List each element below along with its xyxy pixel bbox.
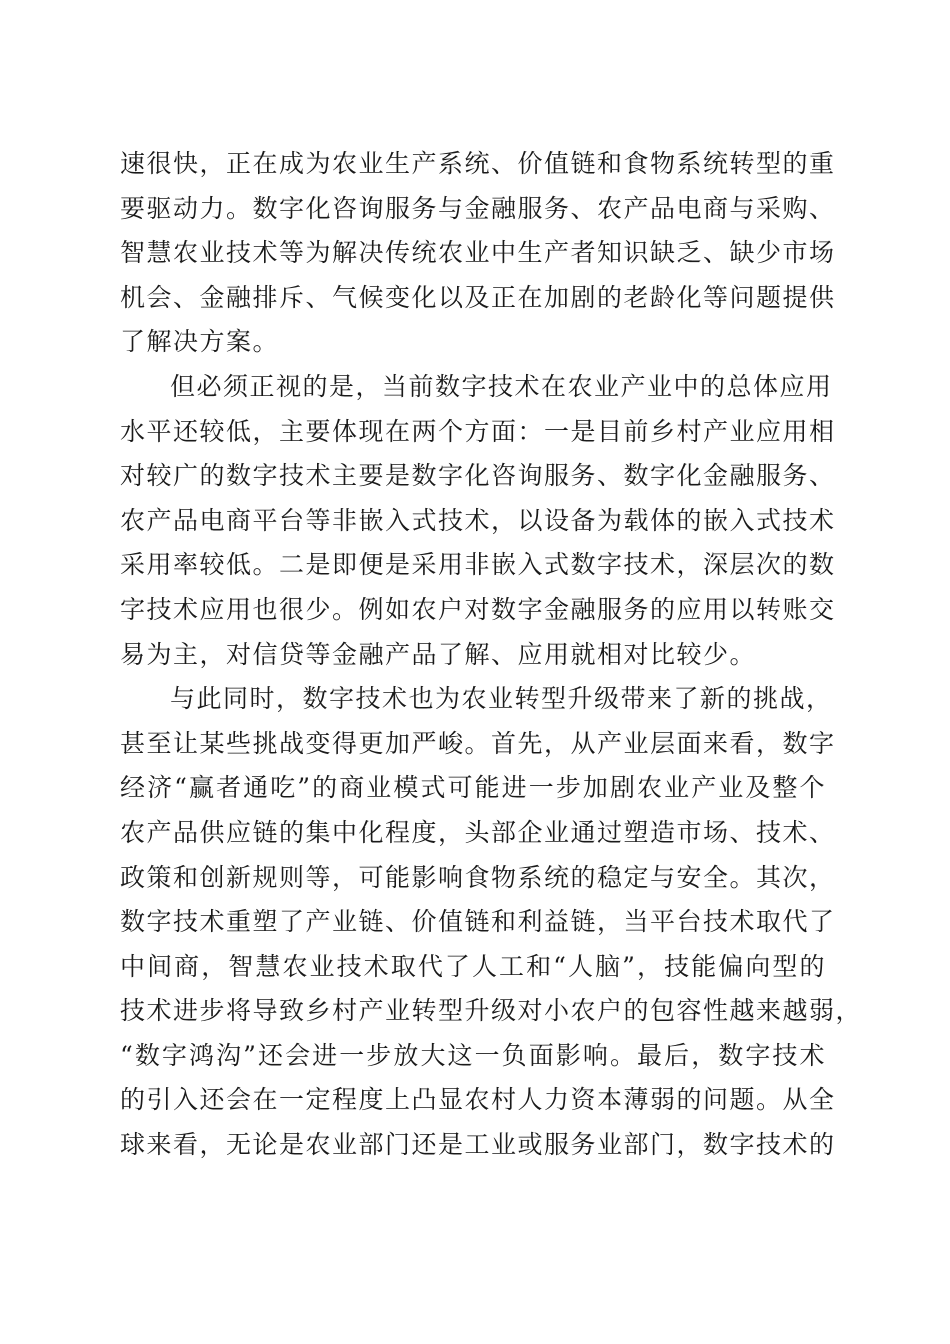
paragraph-3-line-7: 中间商，智慧农业技术取代了人工和“人脑”，技能偏向型的 [120, 951, 826, 981]
paragraph-3-line-3: 经济“赢者通吃”的商业模式可能进一步加剧农业产业及整个 [120, 773, 826, 803]
paragraph-3-line-5: 政策和创新规则等，可能影响食物系统的稳定与安全。其次， [120, 862, 836, 892]
paragraph-2-line-3: 对较广的数字技术主要是数字化咨询服务、数字化金融服务、 [120, 461, 836, 491]
paragraph-3-line-9: “数字鸿沟”还会进一步放大这一负面影响。最后，数字技术 [120, 1040, 826, 1070]
paragraph-1-line-5: 了解决方案。 [120, 327, 280, 357]
paragraph-3-line-2: 甚至让某些挑战变得更加严峻。首先，从产业层面来看，数字 [120, 728, 836, 758]
paragraph-2-line-4: 农产品电商平台等非嵌入式技术，以设备为载体的嵌入式技术 [120, 505, 836, 535]
paragraph-3-line-6: 数字技术重塑了产业链、价值链和利益链，当平台技术取代了 [120, 907, 836, 937]
paragraph-1-line-4: 机会、金融排斥、气候变化以及正在加剧的老龄化等问题提供 [120, 282, 836, 312]
paragraph-2-line-1: 但必须正视的是，当前数字技术在农业产业中的总体应用 [170, 371, 833, 401]
paragraph-2-line-6: 字技术应用也很少。例如农户对数字金融服务的应用以转账交 [120, 594, 836, 624]
paragraph-3-line-4: 农产品供应链的集中化程度，头部企业通过塑造市场、技术、 [120, 817, 836, 847]
paragraph-3-line-8: 技术进步将导致乡村产业转型升级对小农户的包容性越来越弱， [120, 996, 863, 1026]
document-body [120, 142, 863, 1168]
paragraph-2-line-7: 易为主，对信贷等金融产品了解、应用就相对比较少。 [120, 639, 757, 669]
paragraph-3-line-11: 球来看，无论是农业部门还是工业或服务业部门，数字技术的 [120, 1130, 836, 1160]
paragraph-3-line-10: 的引入还会在一定程度上凸显农村人力资本薄弱的问题。从全 [120, 1085, 836, 1115]
paragraph-2-line-2: 水平还较低，主要体现在两个方面：一是目前乡村产业应用相 [120, 416, 836, 446]
paragraph-2-line-5: 采用率较低。二是即便是采用非嵌入式数字技术，深层次的数 [120, 550, 836, 580]
paragraph-3-line-1: 与此同时，数字技术也为农业转型升级带来了新的挑战， [170, 684, 833, 714]
paragraph-1-line-2: 要驱动力。数字化咨询服务与金融服务、农产品电商与采购、 [120, 193, 836, 223]
paragraph-1-line-1: 速很快，正在成为农业生产系统、价值链和食物系统转型的重 [120, 149, 836, 178]
paragraph-1-line-3: 智慧农业技术等为解决传统农业中生产者知识缺乏、缺少市场 [120, 238, 836, 268]
